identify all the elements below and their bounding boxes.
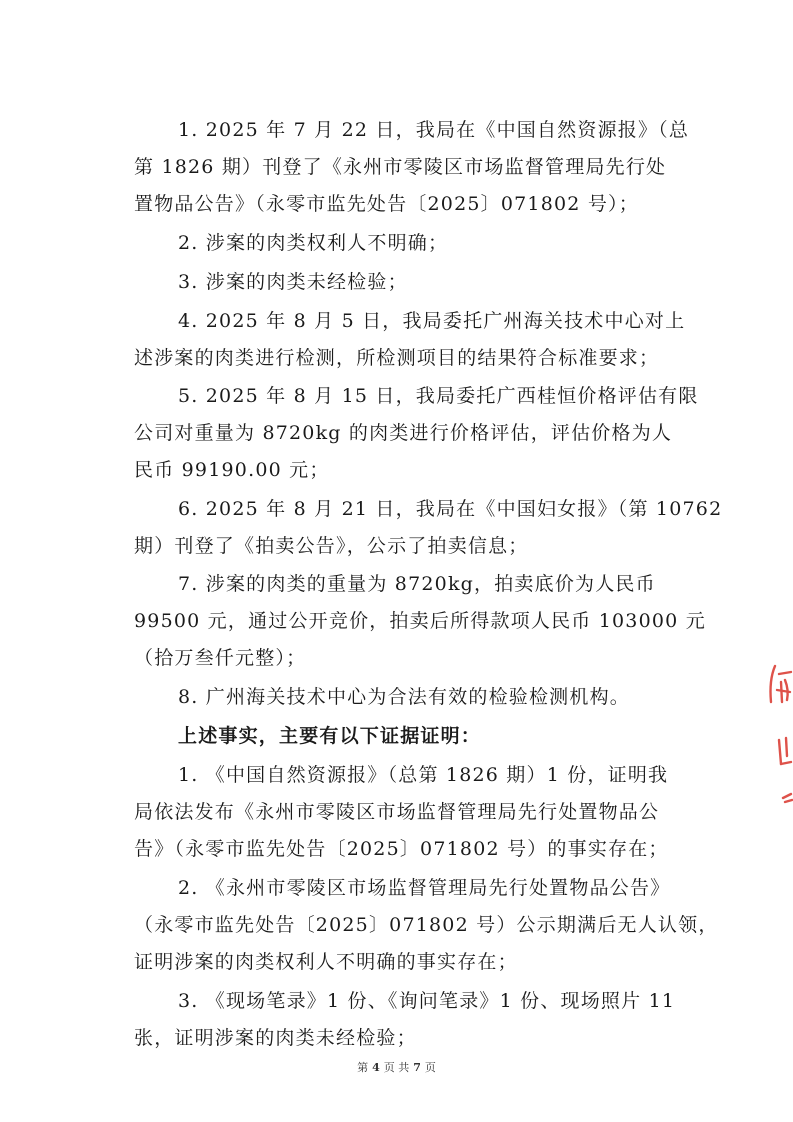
paragraph-line: （永零市监先处告〔2025〕071802 号）公示期满后无人认领， xyxy=(134,914,719,936)
footer-prefix: 第 xyxy=(357,1061,369,1074)
paragraph-line: 1. 《中国自然资源报》（总第 1826 期）1 份，证明我 xyxy=(178,764,669,786)
paragraph-line: 5. 2025 年 8 月 15 日，我局委托广西桂恒价格评估有限 xyxy=(178,385,699,407)
paragraph-line: 3. 《现场笔录》1 份、《询问笔录》1 份、现场照片 11 xyxy=(178,990,676,1012)
paragraph-line: 证明涉案的肉类权利人不明确的事实存在； xyxy=(134,951,518,973)
footer-suffix: 页 xyxy=(424,1061,436,1074)
paragraph-line: 置物品公告》（永零市监先处告〔2025〕071802 号）； xyxy=(134,193,639,215)
paragraph-line: 2. 《永州市零陵区市场监督管理局先行处置物品公告》 xyxy=(178,877,671,899)
paragraph-line: 述涉案的肉类进行检测，所检测项目的结果符合标准要求； xyxy=(134,347,660,369)
paragraph-line: 7. 涉案的肉类的重量为 8720kg，拍卖底价为人民币 xyxy=(178,573,656,595)
paragraph-line: 期）刊登了《拍卖公告》，公示了拍卖信息； xyxy=(134,535,529,557)
paragraph-line: （拾万叁仟元整）； xyxy=(134,647,307,669)
paragraph-line: 99500 元，通过公开竞价，拍卖后所得款项人民币 103000 元 xyxy=(134,610,706,632)
paragraph-line: 6. 2025 年 8 月 21 日，我局在《中国妇女报》（第 10762 xyxy=(178,498,723,520)
paragraph-line: 3. 涉案的肉类未经检验； xyxy=(178,271,408,293)
page-footer xyxy=(0,1059,793,1075)
evidence-heading: 上述事实，主要有以下证据证明： xyxy=(178,725,482,747)
footer-middle: 页 共 xyxy=(383,1061,410,1074)
paragraph-line: 第 1826 期）刊登了《永州市零陵区市场监督管理局先行处 xyxy=(134,156,667,178)
seal-stamp-fragment xyxy=(755,660,793,810)
paragraph-line: 4. 2025 年 8 月 5 日，我局委托广州海关技术中心对上 xyxy=(178,310,686,332)
footer-total-pages: 7 xyxy=(413,1061,421,1074)
paragraph-line: 告》（永零市监先处告〔2025〕071802 号）的事实存在； xyxy=(134,838,669,860)
paragraph-line: 局依法发布《永州市零陵区市场监督管理局先行处置物品公 xyxy=(134,801,660,823)
paragraph-line: 1. 2025 年 7 月 22 日，我局在《中国自然资源报》（总 xyxy=(178,119,690,141)
paragraph-line: 公司对重量为 8720kg 的肉类进行价格评估，评估价格为人 xyxy=(134,422,673,444)
footer-page-number: 4 xyxy=(372,1061,380,1074)
paragraph-line: 2. 涉案的肉类权利人不明确； xyxy=(178,232,449,254)
paragraph-line: 张，证明涉案的肉类未经检验； xyxy=(134,1027,417,1049)
paragraph-line: 民币 99190.00 元； xyxy=(134,459,330,481)
seal-fragment-graphic xyxy=(755,660,793,810)
paragraph-line: 8. 广州海关技术中心为合法有效的检验检测机构。 xyxy=(178,686,630,708)
